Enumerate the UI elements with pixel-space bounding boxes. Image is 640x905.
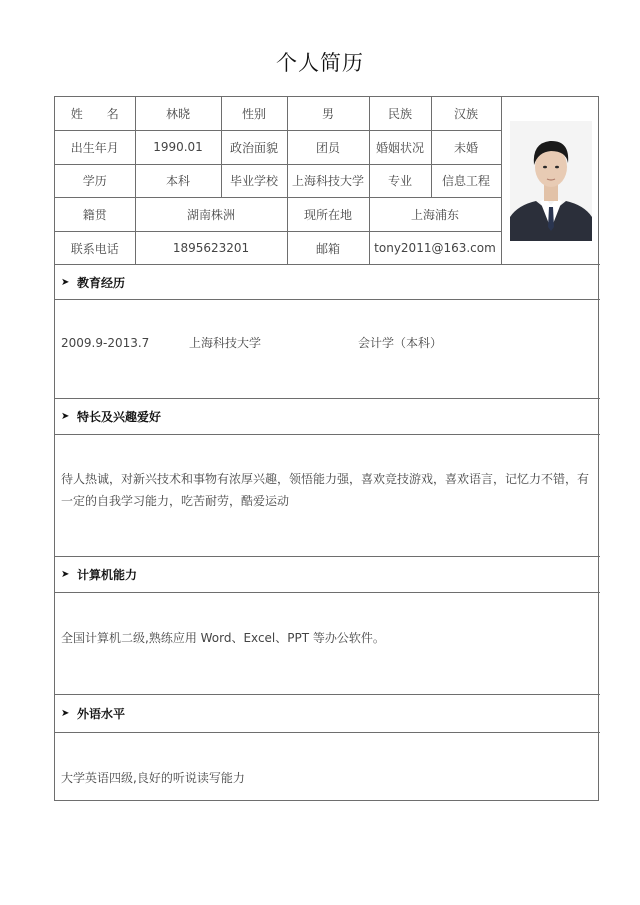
education-major: 会计学（本科） — [358, 336, 443, 350]
language-section-title: 外语水平 — [77, 707, 126, 721]
arrowhead-icon: ➤ — [61, 411, 70, 422]
hometown-label: 籍贯 — [55, 198, 135, 232]
marital-value: 未婚 — [431, 131, 501, 165]
gender-value: 男 — [287, 97, 369, 131]
resume-frame — [54, 96, 599, 801]
computer-section-title: 计算机能力 — [77, 568, 138, 582]
education-section-body — [55, 332, 600, 354]
education-value: 本科 — [135, 164, 221, 198]
basic-info-table — [55, 97, 600, 265]
education-section-title: 教育经历 — [77, 275, 126, 290]
school-value: 上海科技大学 — [287, 164, 369, 198]
education-section-header — [55, 265, 600, 300]
major-label: 专业 — [369, 164, 431, 198]
name-value: 林晓 — [135, 97, 221, 131]
hobbies-section-title: 特长及兴趣爱好 — [77, 410, 162, 424]
school-label: 毕业学校 — [221, 164, 287, 198]
residence-label: 现所在地 — [287, 198, 369, 232]
email-value: tony2011@163.com — [369, 231, 501, 265]
photo-cell — [501, 97, 600, 265]
marital-label: 婚姻状况 — [369, 131, 431, 165]
arrowhead-icon: ➤ — [61, 569, 70, 580]
language-section-header — [55, 694, 600, 733]
phone-value: 1895623201 — [135, 231, 287, 265]
hobbies-section-header — [55, 398, 600, 435]
residence-value: 上海浦东 — [369, 198, 501, 232]
arrowhead-icon: ➤ — [61, 708, 70, 719]
email-label: 邮箱 — [287, 231, 369, 265]
hobbies-section-body: 待人热诚，对新兴技术和事物有浓厚兴趣，领悟能力强，喜欢竞技游戏，喜欢语言，记忆力不错，有一定的自我学习能力，吃苦耐劳，酷爱运动 — [61, 472, 590, 508]
portrait-image — [510, 121, 592, 241]
education-school: 上海科技大学 — [189, 336, 262, 350]
hometown-value: 湖南株洲 — [135, 198, 287, 232]
education-label: 学历 — [55, 164, 135, 198]
gender-label: 性别 — [221, 97, 287, 131]
political-value: 团员 — [287, 131, 369, 165]
ethnicity-value: 汉族 — [431, 97, 501, 131]
birth-value: 1990.01 — [135, 131, 221, 165]
arrowhead-icon: ➤ — [61, 276, 70, 288]
computer-section-header — [55, 556, 600, 593]
phone-label: 联系电话 — [55, 231, 135, 265]
language-section-body: 大学英语四级,良好的听说读写能力 — [61, 771, 245, 785]
political-label: 政治面貌 — [221, 131, 287, 165]
name-label: 姓 名 — [55, 97, 135, 131]
birth-label: 出生年月 — [55, 131, 135, 165]
education-period: 2009.9-2013.7 — [61, 336, 150, 350]
ethnicity-label: 民族 — [369, 97, 431, 131]
major-value: 信息工程 — [431, 164, 501, 198]
profile-photo — [510, 121, 592, 241]
computer-section-body: 全国计算机二级,熟练应用 Word、Excel、PPT 等办公软件。 — [61, 631, 385, 645]
page-title: 个人简历 — [276, 51, 364, 75]
